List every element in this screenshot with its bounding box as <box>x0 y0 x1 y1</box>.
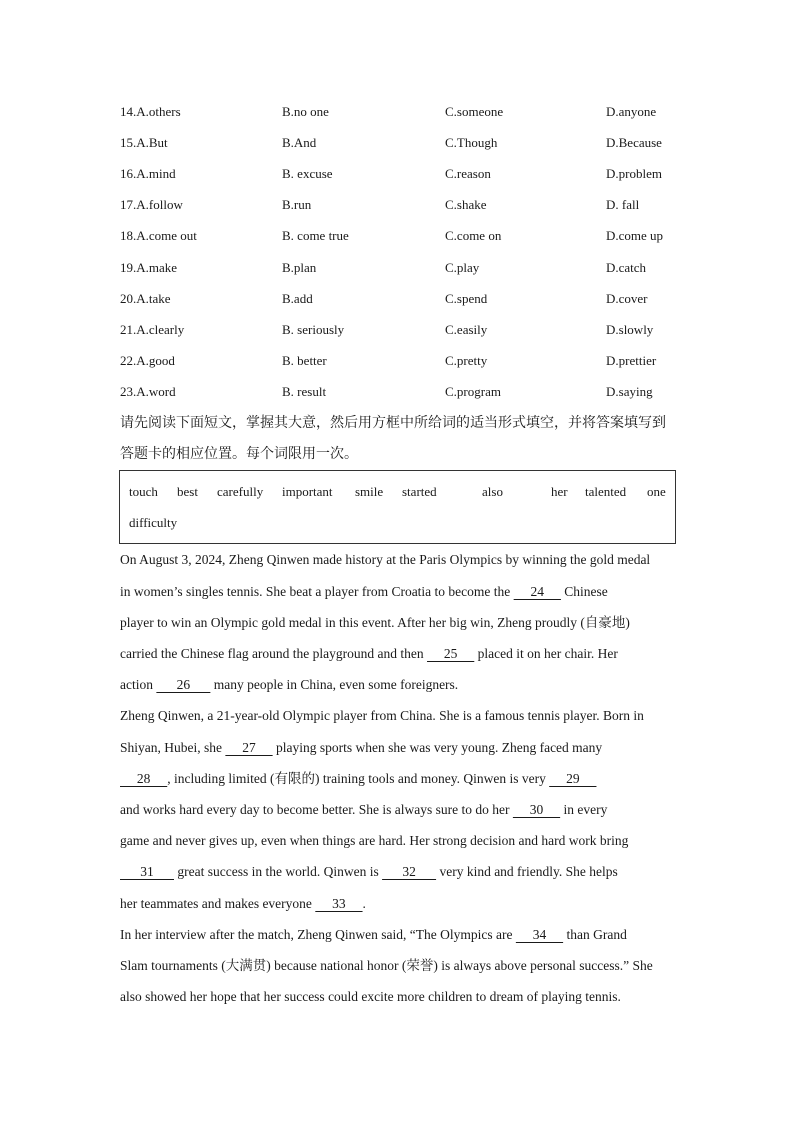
passage-text: very kind and friendly. She helps <box>436 864 618 879</box>
option-b: B. better <box>282 353 327 368</box>
passage-line <box>120 956 653 976</box>
option-b: B.run <box>282 197 312 212</box>
passage-text: Zheng Qinwen, a 21-year-old Olympic player from China. She is a famous tennis player. Born in <box>120 708 644 723</box>
option-a: 19.A.make <box>120 260 178 275</box>
passage-text: many people in China, even some foreigners. <box>210 677 459 692</box>
answer-blank-31: 31 <box>120 864 174 879</box>
option-d: D. fall <box>606 197 640 212</box>
option-c: C.Though <box>445 135 498 150</box>
passage-text: great success in the world. Qinwen is <box>174 864 383 879</box>
option-row-19 <box>0 258 794 278</box>
passage-line <box>120 894 366 914</box>
option-d: D.slowly <box>606 322 654 337</box>
passage-text: placed it on her chair. Her <box>474 646 618 661</box>
answer-blank-27: 27 <box>225 740 273 755</box>
option-row-16 <box>0 164 794 184</box>
answer-blank-26: 26 <box>156 677 211 692</box>
option-c: C.someone <box>445 104 504 119</box>
option-row-23 <box>0 382 794 402</box>
passage-text: In her interview after the match, Zheng Qinwen said, “The Olympics are <box>120 927 516 942</box>
option-b: B.And <box>282 135 317 150</box>
answer-blank-30: 30 <box>512 802 561 817</box>
passage-text: game and never gives up, even when things are hard. Her strong decision and hard work bring <box>120 833 629 848</box>
passage-line <box>120 675 458 695</box>
option-row-14 <box>0 102 794 122</box>
option-b: B.add <box>282 291 313 306</box>
option-c: C.shake <box>445 197 487 212</box>
instruction-line-1: 请先阅读下面短文，掌握其大意，然后用方框中所给词的适当形式填空，并将答案填写到 <box>120 415 666 431</box>
option-d: D.catch <box>606 260 647 275</box>
passage-text: playing sports when she was very young. Zheng faced many <box>272 740 603 755</box>
option-d: D.saying <box>606 384 653 399</box>
option-a: 23.A.word <box>120 384 176 399</box>
instruction-line-2: 答题卡的相应位置。每个词限用一次。 <box>120 446 358 462</box>
option-c: C.come on <box>445 228 502 243</box>
option-a: 20.A.take <box>120 291 171 306</box>
option-d: D.Because <box>606 135 662 150</box>
option-row-22 <box>0 351 794 371</box>
option-a: 16.A.mind <box>120 166 176 181</box>
passage-text: and works hard every day to become better. She is always sure to do her <box>120 802 513 817</box>
passage-text: than Grand <box>563 927 627 942</box>
word-item: smile <box>355 484 384 499</box>
answer-blank-24: 24 <box>513 584 561 599</box>
passage-line <box>120 800 607 820</box>
word-item: carefully <box>217 484 264 499</box>
option-a: 21.A.clearly <box>120 322 185 337</box>
answer-blank-28: 28 <box>120 771 168 786</box>
answer-blank-32: 32 <box>382 864 437 879</box>
passage-text: in women’s singles tennis. She beat a player from Croatia to become the <box>120 584 514 599</box>
option-b: B. result <box>282 384 327 399</box>
option-row-20 <box>0 289 794 309</box>
option-d: D.come up <box>606 228 664 243</box>
passage-line <box>120 550 650 570</box>
option-d: D.prettier <box>606 353 657 368</box>
passage-line <box>120 738 602 758</box>
passage-line <box>120 706 644 726</box>
word-item: important <box>282 484 333 499</box>
passage-text: , including limited (有限的) training tools and money. Qinwen is very <box>167 771 550 786</box>
option-a: 15.A.But <box>120 135 168 150</box>
option-b: B.plan <box>282 260 317 275</box>
option-a: 22.A.good <box>120 353 175 368</box>
option-b: B. seriously <box>282 322 345 337</box>
passage-text: carried the Chinese flag around the playground and then <box>120 646 428 661</box>
option-c: C.play <box>445 260 480 275</box>
option-c: C.program <box>445 384 501 399</box>
option-row-18 <box>0 226 794 246</box>
passage-text: player to win an Olympic gold medal in this event. After her big win, Zheng proudly (自豪地) <box>120 615 630 630</box>
passage-text: action <box>120 677 157 692</box>
passage-line <box>120 644 618 664</box>
option-b: B. come true <box>282 228 349 243</box>
option-b: B.no one <box>282 104 329 119</box>
option-row-17 <box>0 195 794 215</box>
word-box <box>119 470 676 544</box>
option-b: B. excuse <box>282 166 333 181</box>
passage-line <box>120 862 618 882</box>
passage-text: in every <box>560 802 608 817</box>
option-c: C.easily <box>445 322 488 337</box>
passage-line <box>120 582 608 602</box>
answer-blank-34: 34 <box>515 927 564 942</box>
word-item: best <box>177 484 198 499</box>
option-d: D.cover <box>606 291 648 306</box>
option-a: 18.A.come out <box>120 228 197 243</box>
answer-blank-33: 33 <box>315 896 363 911</box>
passage-text: Chinese <box>560 584 608 599</box>
option-row-15 <box>0 133 794 153</box>
passage-text: Slam tournaments (大满贯) because national honor (荣誉) is always above personal success.” She <box>120 958 653 973</box>
passage-line <box>120 987 621 1007</box>
word-item: her <box>551 484 568 499</box>
word-item: touch <box>129 484 158 499</box>
passage-line <box>120 769 596 789</box>
passage-text: . <box>362 896 366 911</box>
option-a: 14.A.others <box>120 104 181 119</box>
word-item: started <box>402 484 437 499</box>
word-item: one <box>647 484 666 499</box>
passage-text: Shiyan, Hubei, she <box>120 740 226 755</box>
word-item: talented <box>585 484 627 499</box>
option-a: 17.A.follow <box>120 197 183 212</box>
passage-line <box>120 613 630 633</box>
option-row-21 <box>0 320 794 340</box>
answer-blank-25: 25 <box>427 646 475 661</box>
passage-line <box>120 831 628 851</box>
passage-text: On August 3, 2024, Zheng Qinwen made history at the Paris Olympics by winning the gold medal <box>120 552 651 567</box>
option-c: C.reason <box>445 166 491 181</box>
option-c: C.spend <box>445 291 488 306</box>
word-item: difficulty <box>129 515 178 530</box>
option-d: D.problem <box>606 166 662 181</box>
passage-text: her teammates and makes everyone <box>120 896 316 911</box>
word-item: also <box>482 484 503 499</box>
answer-blank-29: 29 <box>549 771 597 786</box>
option-c: C.pretty <box>445 353 488 368</box>
passage-text: also showed her hope that her success could excite more children to dream of playing tennis. <box>120 989 621 1004</box>
passage-line <box>120 925 627 945</box>
option-d: D.anyone <box>606 104 657 119</box>
